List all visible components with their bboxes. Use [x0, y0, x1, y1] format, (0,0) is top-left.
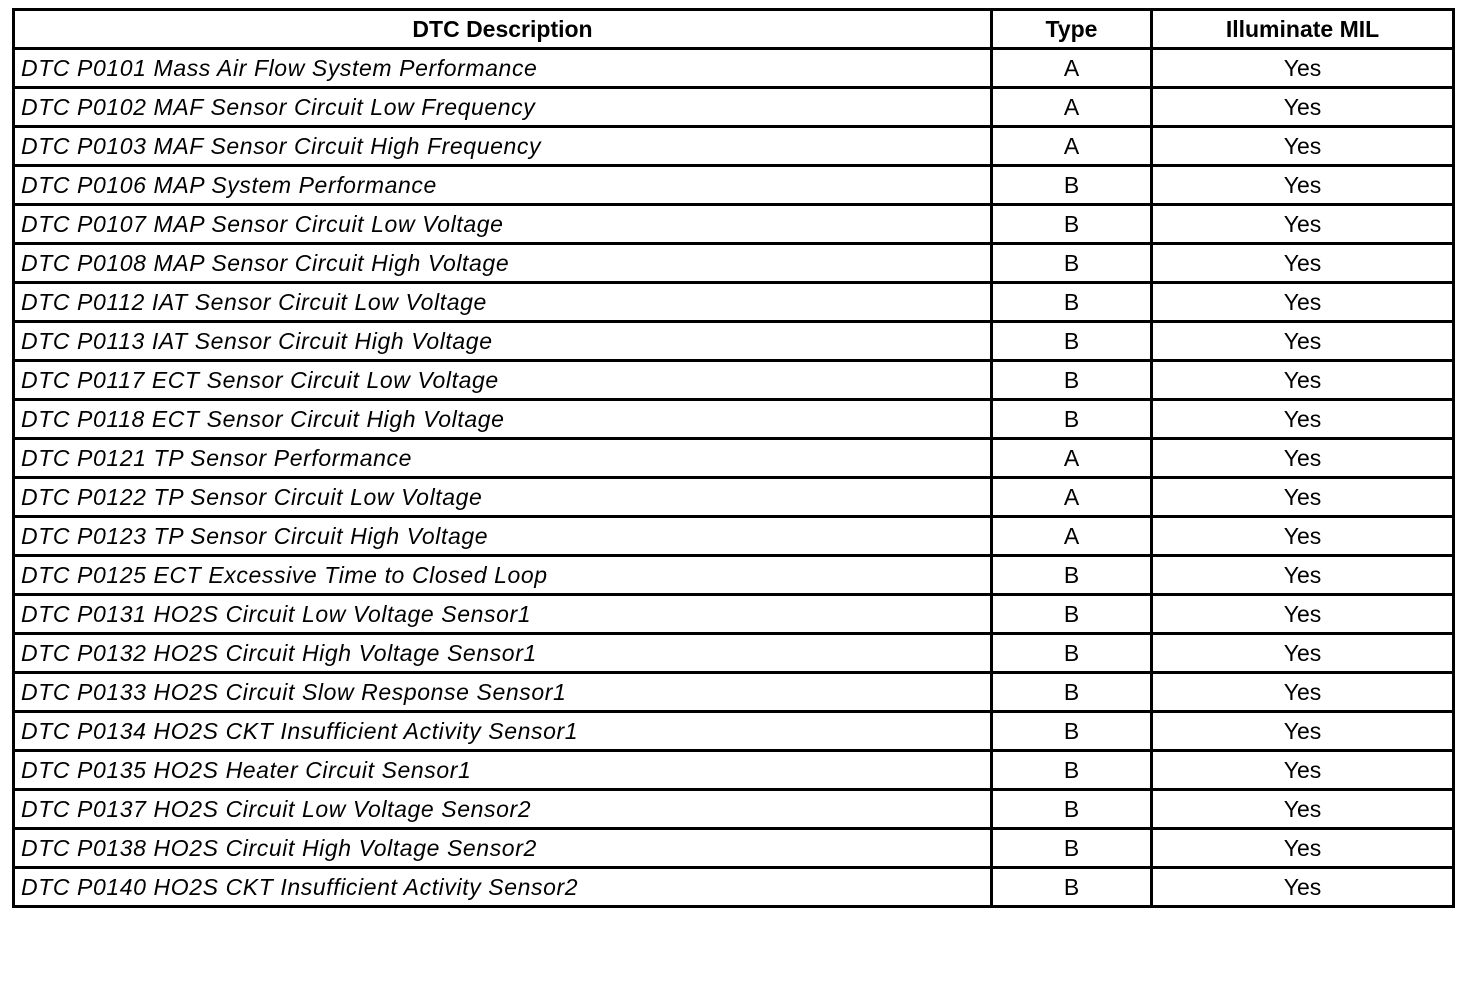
dtc-description-cell: DTC P0123 TP Sensor Circuit High Voltage — [14, 517, 992, 556]
dtc-type-cell: B — [992, 556, 1152, 595]
dtc-type-cell: B — [992, 322, 1152, 361]
illuminate-mil-cell: Yes — [1152, 127, 1454, 166]
table-body — [14, 49, 1454, 907]
dtc-type-cell: A — [992, 517, 1152, 556]
illuminate-mil-cell: Yes — [1152, 517, 1454, 556]
illuminate-mil-cell: Yes — [1152, 322, 1454, 361]
table-row — [14, 166, 1454, 205]
dtc-type-cell: B — [992, 166, 1152, 205]
dtc-description-cell: DTC P0103 MAF Sensor Circuit High Frequency — [14, 127, 992, 166]
table-row — [14, 361, 1454, 400]
table-row — [14, 88, 1454, 127]
table-row — [14, 400, 1454, 439]
header-row — [14, 10, 1454, 49]
table-row — [14, 673, 1454, 712]
table-row — [14, 439, 1454, 478]
dtc-type-cell: B — [992, 205, 1152, 244]
dtc-type-cell: A — [992, 49, 1152, 88]
dtc-table — [12, 8, 1455, 908]
dtc-type-cell: B — [992, 790, 1152, 829]
table-row — [14, 127, 1454, 166]
dtc-description-cell: DTC P0131 HO2S Circuit Low Voltage Sensor1 — [14, 595, 992, 634]
table-row — [14, 868, 1454, 907]
illuminate-mil-cell: Yes — [1152, 439, 1454, 478]
illuminate-mil-cell: Yes — [1152, 400, 1454, 439]
dtc-description-cell: DTC P0125 ECT Excessive Time to Closed Loop — [14, 556, 992, 595]
dtc-type-cell: B — [992, 751, 1152, 790]
dtc-type-cell: B — [992, 829, 1152, 868]
illuminate-mil-cell: Yes — [1152, 166, 1454, 205]
dtc-description-cell: DTC P0106 MAP System Performance — [14, 166, 992, 205]
header-illuminate-mil: Illuminate MIL — [1152, 10, 1454, 49]
illuminate-mil-cell: Yes — [1152, 673, 1454, 712]
dtc-description-cell: DTC P0135 HO2S Heater Circuit Sensor1 — [14, 751, 992, 790]
table-row — [14, 49, 1454, 88]
dtc-type-cell: B — [992, 868, 1152, 907]
table-row — [14, 556, 1454, 595]
illuminate-mil-cell: Yes — [1152, 868, 1454, 907]
illuminate-mil-cell: Yes — [1152, 595, 1454, 634]
illuminate-mil-cell: Yes — [1152, 49, 1454, 88]
dtc-type-cell: B — [992, 283, 1152, 322]
illuminate-mil-cell: Yes — [1152, 478, 1454, 517]
illuminate-mil-cell: Yes — [1152, 790, 1454, 829]
dtc-type-cell: B — [992, 634, 1152, 673]
dtc-description-cell: DTC P0140 HO2S CKT Insufficient Activity Sensor2 — [14, 868, 992, 907]
dtc-description-cell: DTC P0137 HO2S Circuit Low Voltage Sensor2 — [14, 790, 992, 829]
dtc-description-cell: DTC P0112 IAT Sensor Circuit Low Voltage — [14, 283, 992, 322]
illuminate-mil-cell: Yes — [1152, 88, 1454, 127]
table-row — [14, 205, 1454, 244]
dtc-type-cell: B — [992, 244, 1152, 283]
illuminate-mil-cell: Yes — [1152, 556, 1454, 595]
dtc-description-cell: DTC P0113 IAT Sensor Circuit High Voltage — [14, 322, 992, 361]
document-page — [12, 8, 1452, 908]
illuminate-mil-cell: Yes — [1152, 751, 1454, 790]
header-type: Type — [992, 10, 1152, 49]
table-row — [14, 283, 1454, 322]
dtc-description-cell: DTC P0122 TP Sensor Circuit Low Voltage — [14, 478, 992, 517]
dtc-type-cell: A — [992, 439, 1152, 478]
dtc-description-cell: DTC P0101 Mass Air Flow System Performance — [14, 49, 992, 88]
illuminate-mil-cell: Yes — [1152, 283, 1454, 322]
illuminate-mil-cell: Yes — [1152, 361, 1454, 400]
dtc-type-cell: B — [992, 595, 1152, 634]
dtc-description-cell: DTC P0133 HO2S Circuit Slow Response Sensor1 — [14, 673, 992, 712]
table-row — [14, 751, 1454, 790]
table-header — [14, 10, 1454, 49]
dtc-type-cell: B — [992, 673, 1152, 712]
table-row — [14, 517, 1454, 556]
table-row — [14, 595, 1454, 634]
illuminate-mil-cell: Yes — [1152, 634, 1454, 673]
dtc-description-cell: DTC P0121 TP Sensor Performance — [14, 439, 992, 478]
dtc-description-cell: DTC P0107 MAP Sensor Circuit Low Voltage — [14, 205, 992, 244]
dtc-description-cell: DTC P0117 ECT Sensor Circuit Low Voltage — [14, 361, 992, 400]
table-row — [14, 634, 1454, 673]
dtc-type-cell: B — [992, 361, 1152, 400]
header-dtc-description: DTC Description — [14, 10, 992, 49]
table-row — [14, 478, 1454, 517]
table-row — [14, 790, 1454, 829]
dtc-type-cell: A — [992, 88, 1152, 127]
table-row — [14, 712, 1454, 751]
dtc-description-cell: DTC P0118 ECT Sensor Circuit High Voltage — [14, 400, 992, 439]
dtc-type-cell: B — [992, 400, 1152, 439]
dtc-description-cell: DTC P0102 MAF Sensor Circuit Low Frequency — [14, 88, 992, 127]
dtc-type-cell: A — [992, 478, 1152, 517]
dtc-description-cell: DTC P0132 HO2S Circuit High Voltage Sensor1 — [14, 634, 992, 673]
illuminate-mil-cell: Yes — [1152, 244, 1454, 283]
illuminate-mil-cell: Yes — [1152, 205, 1454, 244]
table-row — [14, 244, 1454, 283]
dtc-description-cell: DTC P0108 MAP Sensor Circuit High Voltage — [14, 244, 992, 283]
dtc-type-cell: A — [992, 127, 1152, 166]
table-row — [14, 322, 1454, 361]
dtc-description-cell: DTC P0134 HO2S CKT Insufficient Activity Sensor1 — [14, 712, 992, 751]
dtc-type-cell: B — [992, 712, 1152, 751]
table-row — [14, 829, 1454, 868]
illuminate-mil-cell: Yes — [1152, 712, 1454, 751]
illuminate-mil-cell: Yes — [1152, 829, 1454, 868]
dtc-description-cell: DTC P0138 HO2S Circuit High Voltage Sensor2 — [14, 829, 992, 868]
